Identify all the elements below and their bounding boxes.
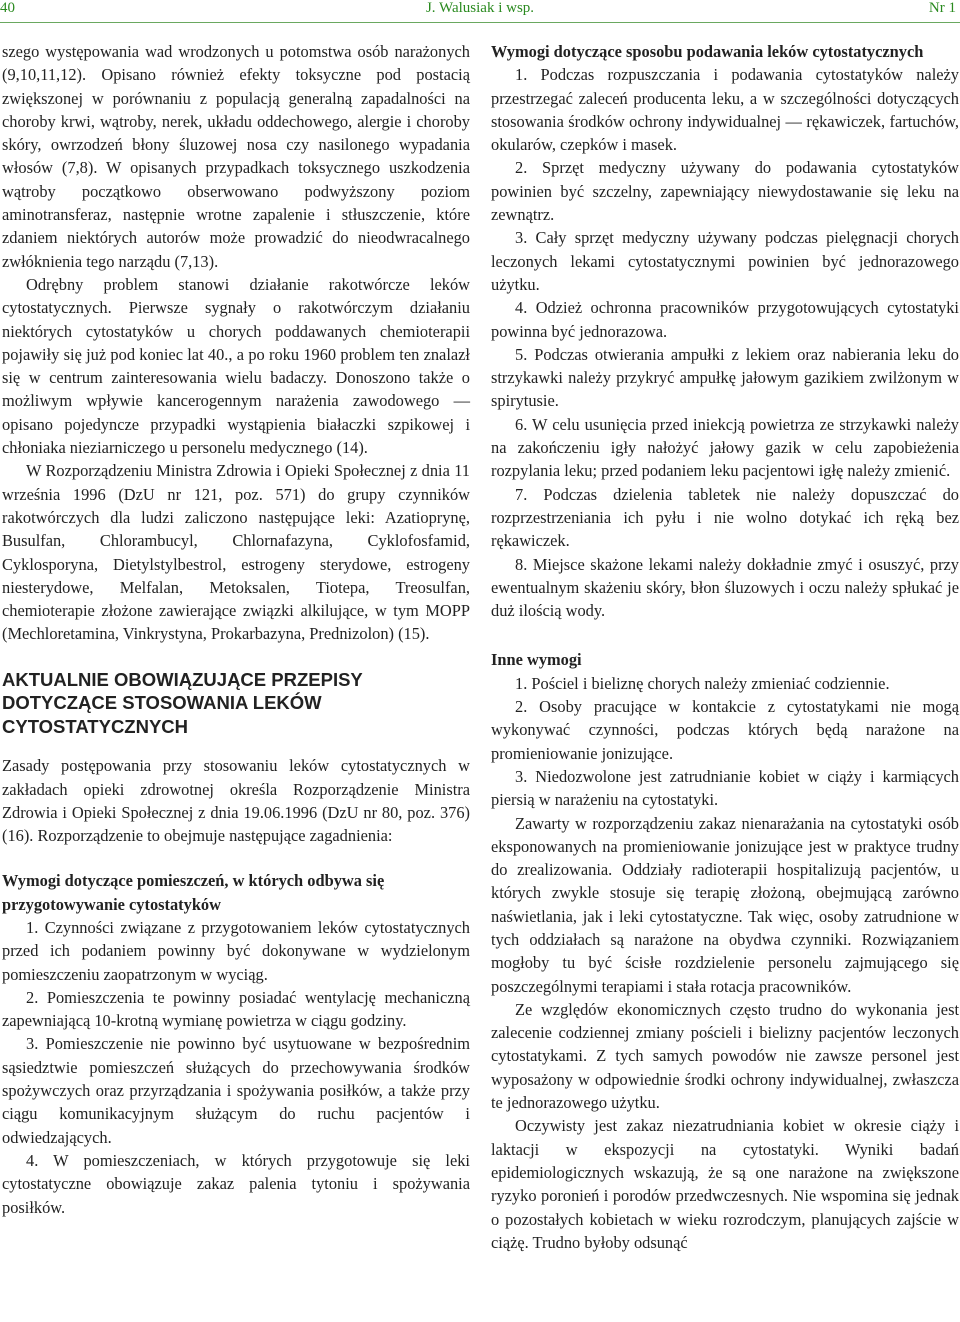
- list-item: 7. Podczas dzielenia tabletek nie należy dopuszczać do rozprzestrzeniania ich pyłu i nie wolno dotykać ich ręką bez rękawiczek.: [491, 484, 959, 551]
- running-title: J. Walusiak i wsp.: [425, 0, 535, 16]
- left-column: [2, 40, 470, 1219]
- list-item: 2. Sprzęt medyczny używany do podawania cytostatyków powinien być szczelny, zapewniający niewydostawanie się leku na zewnątrz.: [491, 158, 959, 225]
- subheading: Wymogi dotyczące sposobu podawania leków cytostatycznych: [491, 42, 924, 61]
- subheading: Inne wymogi: [491, 650, 582, 670]
- paragraph: Odrębny problem stanowi działanie rakotwórcze leków cytostatycznych. Pierwsze sygnały o rakotwórczym działaniu niektórych cytostatyków u chorych poddawanych chemioterapii pojawiły się już pod koniec lat 40., a po roku 1960 problem ten znalazł się w centrum zainteresowania wielu badaczy. Donoszono także o możliwym wpływie kancerogennym narażenia zawodowego — opisano pojedyncze przypadki wystąpienia białaczki szpikowej i chłoniaka nieziarniczego u personelu medycznego (14).: [2, 274, 470, 458]
- list-item: 4. Odzież ochronna pracowników przygotowujących cytostatyki powinna być jednorazowa.: [491, 298, 959, 341]
- section-heading: AKTUALNIE OBOWIĄZUJĄCE PRZEPISY DOTYCZĄCE STOSOWANIA LEKÓW CYTOSTATYCZNYCH: [2, 668, 363, 737]
- paragraph: Zawarty w rozporządzeniu zakaz nienarażania na cytostatyki osób eksponowanych na promieniowanie jonizujące jest w praktyce trudny do zrealizowania. Oddziały radioterapii hospitalizują pacjentów, u których zwykle stosuje się terapię złożoną, obejmującą zarówno naświetlania, jak i leki cytostatyczne. Tak więc, osoby zatrudnione w tych oddziałach są narażone na obydwa czynniki. Rozwiązaniem mogłoby tu być ścisłe rozdzielenie personelu zajmującego się poszczególnymi terapiami i stała rotacja pracowników.: [491, 813, 959, 996]
- list-item: 3. Niedozwolone jest zatrudnianie kobiet w ciąży i karmiących piersią w narażeniu na cytostatyki.: [491, 766, 959, 810]
- list-item: 1. Czynności związane z przygotowaniem leków cytostatycznych przed ich podaniem powinny być dokonywane w wydzielonym pomieszczeniu zaopatrzonym w wyciąg.: [2, 918, 470, 984]
- right-column: [491, 40, 959, 1254]
- issue-number: Nr 1: [928, 0, 956, 16]
- list-item: 3. Pomieszczenie nie powinno być usytuowane w bezpośrednim sąsiedztwie pomieszczeń służących do przechowywania środków spożywczych oraz przyrządzania i spożywania posiłków, a także przy ciągu komunikacyjnym służącym do ruchu pacjentów i odwiedzających.: [2, 1034, 470, 1147]
- list-item: 6. W celu usunięcia przed iniekcją powietrza ze strzykawki należy na zakończeniu igły nałożyć jałowy gazik w celu zapobieżenia rozpylania leku; przed podaniem leku pacjentowi igłę należy zmienić.: [491, 414, 959, 481]
- list-item: 2. Pomieszczenia te powinny posiadać wentylację mechaniczną zapewniającą 10-krotną wymianę powietrza w ciągu godziny.: [2, 987, 470, 1031]
- subheading: Wymogi dotyczące pomieszczeń, w których odbywa się przygotowywanie cytostatyków: [2, 871, 385, 914]
- page-header: [0, 0, 960, 22]
- list-item: 1. Pościel i bieliznę chorych należy zmieniać codziennie.: [515, 673, 890, 693]
- list-item: 2. Osoby pracujące w kontakcie z cytostatykami nie mogą wykonywać czynności, podczas których będą narażone na promieniowanie jonizujące.: [491, 697, 959, 763]
- list-item: 3. Cały sprzęt medyczny używany podczas pielęgnacji chorych leczonych lekami cytostatycznymi powinien być jednorazowego użytku.: [491, 228, 959, 294]
- paragraph: W Rozporządzeniu Ministra Zdrowia i Opieki Społecznej z dnia 11 września 1996 (DzU nr 121, poz. 571) do grupy czynników rakotwórczych dla ludzi zaliczono następujące leki: Azatioprynę, Busulfan, Chlorambucyl, Chlornafazyna, Cyklofosfamid, Cyklosporyna, Dietylstylbestrol, estrogeny sterydowe, estrogeny niesterydowe, Melfalan, Metoksalen, Tiotepa, Treosulfan, chemioterapie złożone zawierające związki alkilujące, w tym MOPP (Mechloretamina, Vinkrystyna, Prokarbazyna, Prednizolon) (15).: [2, 461, 470, 644]
- list-item: 4. W pomieszczeniach, w których przygotowuje się leki cytostatyczne obowiązuje zakaz palenia tytoniu i spożywania posiłków.: [2, 1150, 470, 1217]
- paragraph: Ze względów ekonomicznych często trudno do wykonania jest zalecenie codziennej zmiany pościeli i bielizny pacjentów leczonych cytostatykami. Z tych samych powodów nie zawsze personel jest wyposażony w odpowiednie środki ochrony indywidualnej, zwłaszcza te jednorazowego użytku.: [491, 999, 959, 1113]
- header-rule: [0, 22, 960, 23]
- paragraph: Oczywisty jest zakaz niezatrudniania kobiet w okresie ciąży i laktacji w ekspozycji na cytostatyki. Wyniki badań epidemiologicznych wskazują, że są one narażone na zwiększone ryzyko poronień i porodów przedwczesnych. Nie wspomina się jednak o pozostałych kobietach w wieku rozrodczym, planujących zajście w ciążę. Trudno byłoby odsunąć: [491, 1116, 959, 1252]
- list-item: 1. Podczas rozpuszczania i podawania cytostatyków należy przestrzegać zaleceń producenta leku, a w szczególności dotyczących stosowania środków ochrony indywidualnej — rękawiczek, fartuchów, okularów, czepków i masek.: [491, 65, 959, 155]
- paragraph: szego występowania wad wrodzonych u potomstwa osób narażonych (9,10,11,12). Opisano również efekty toksyczne pod postacią zwiększonej w porównaniu z populacją generalną zapadalności na choroby krwi, wątroby, nerek, układu oddechowego, alergie i choroby skóry, owrzodzeń błony śluzowej nosa czy nasilonego wypadania włosów (7,8). W opisanych przypadkach toksycznego uszkodzenia wątroby początkowo obserwowano podwyższony poziom aminotransferaz, następnie wrotne zapalenie i stłuszczenie, które zdaniem niektórych autorów może prowadzić do nieodwracalnego zwłóknienia tego narządu (7,13).: [2, 42, 470, 271]
- page-number: 40: [0, 0, 15, 16]
- paragraph: Zasady postępowania przy stosowaniu leków cytostatycznych w zakładach opieki zdrowotnej określa Rozporządzenie Ministra Zdrowia i Opieki Społecznej z dnia 19.06.1996 (DzU nr 80, poz. 376) (16). Rozporządzenie to obejmuje następujące zagadnienia:: [2, 756, 470, 846]
- list-item: 8. Miejsce skażone lekami należy dokładnie zmyć i osuszyć, przy ewentualnym skażeniu skóry, błon śluzowych i oczu należy spłukać je duż ilością wody.: [491, 554, 959, 621]
- list-item: 5. Podczas otwierania ampułki z lekiem oraz nabierania leku do strzykawki należy przykryć ampułkę jałowym gazikiem zwilżonym w spirytusie.: [491, 344, 959, 411]
